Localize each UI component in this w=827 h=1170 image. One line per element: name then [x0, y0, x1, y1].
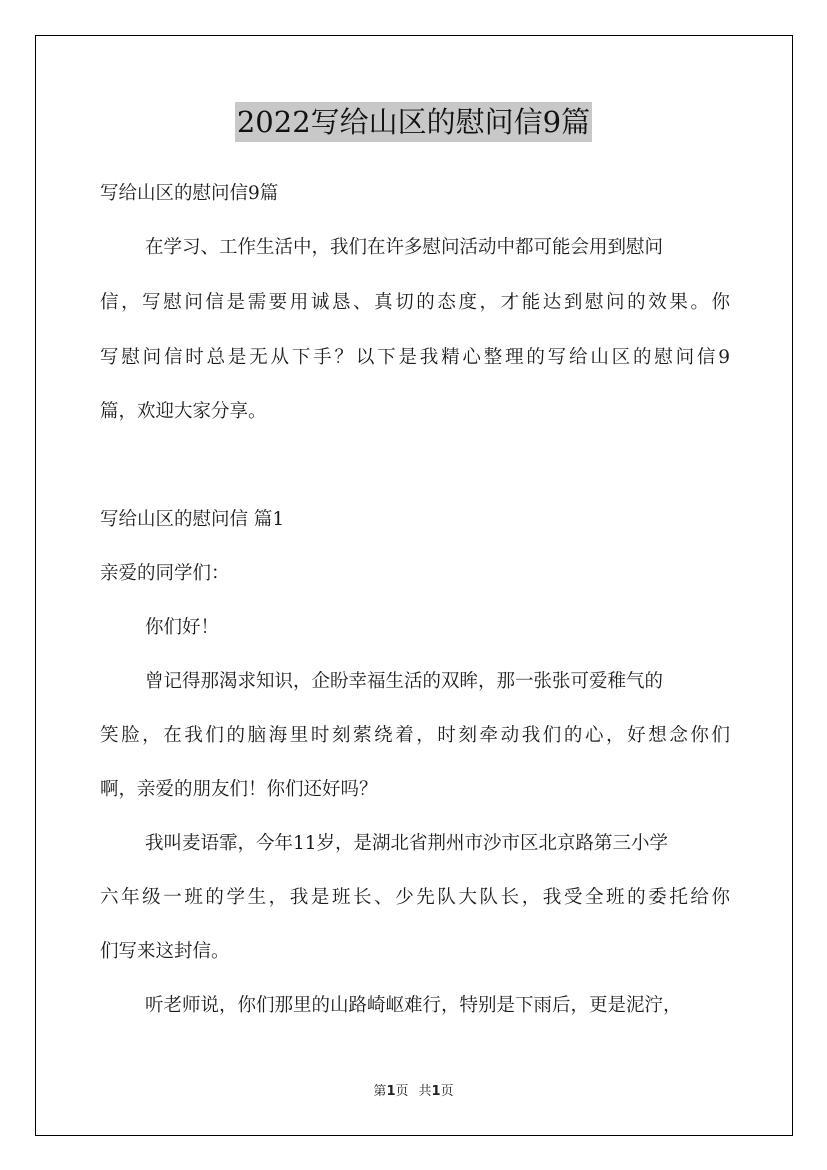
- section-heading: 写给山区的慰问信 篇1: [100, 509, 285, 530]
- greeting: 你们好！: [145, 617, 220, 638]
- footer-page-number: 1: [386, 1084, 396, 1099]
- paragraph-line: 六年级一班的学生，我是班长、少先队大队长，我受全班的委托给你: [100, 887, 730, 908]
- paragraph-line: 信，写慰问信是需要用诚恳、真切的态度，才能达到慰问的效果。你: [100, 292, 730, 313]
- page-footer: [0, 1082, 827, 1102]
- title-wrap: [0, 102, 827, 142]
- paragraph-line: 听老师说，你们那里的山路崎岖难行，特别是下雨后，更是泥泞，: [145, 995, 682, 1016]
- document-title: 2022写给山区的慰问信9篇: [235, 102, 592, 142]
- footer-total-prefix: 共: [418, 1084, 432, 1099]
- footer-total-number: 1: [431, 1084, 441, 1099]
- paragraph-line: 在学习、工作生活中，我们在许多慰问活动中都可能会用到慰问: [145, 237, 664, 258]
- intro-heading: 写给山区的慰问信9篇: [100, 183, 279, 204]
- paragraph-line: 写慰问信时总是无从下手？以下是我精心整理的写给山区的慰问信9: [100, 347, 730, 368]
- paragraph-line: 曾记得那渴求知识，企盼幸福生活的双眸，那一张张可爱稚气的: [145, 671, 664, 692]
- paragraph-line: 笑脸，在我们的脑海里时刻萦绕着，时刻牵动我们的心，好想念你们: [100, 725, 730, 746]
- paragraph-line: 我叫麦语霏，今年11岁，是湖北省荆州市沙市区北京路第三小学: [145, 833, 669, 854]
- paragraph-line: 们写来这封信。: [100, 941, 230, 962]
- salutation: 亲爱的同学们：: [100, 563, 230, 584]
- footer-page-suffix: 页: [395, 1084, 409, 1099]
- footer-total-suffix: 页: [440, 1084, 454, 1099]
- footer-prefix: 第: [373, 1084, 387, 1099]
- paragraph-line: 啊，亲爱的朋友们！你们还好吗？: [100, 779, 378, 800]
- paragraph-line: 篇，欢迎大家分享。: [100, 401, 267, 422]
